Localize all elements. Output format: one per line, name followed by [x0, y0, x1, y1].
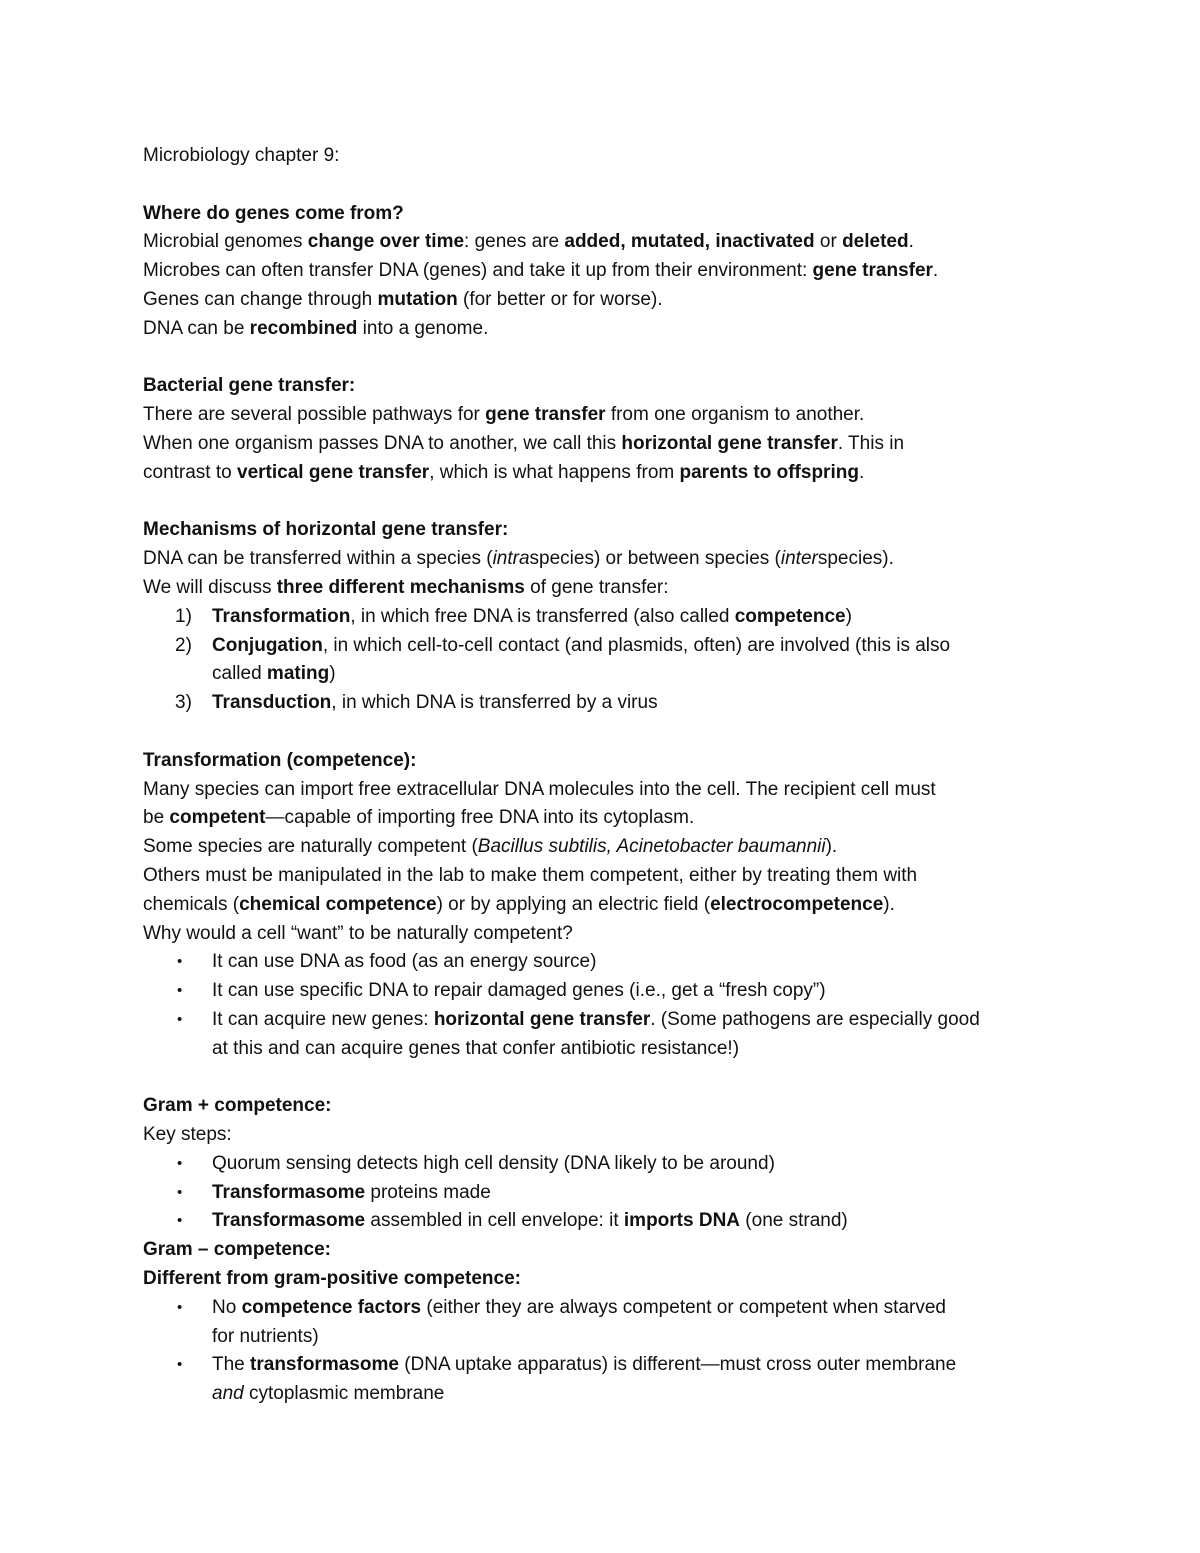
bullet-icon: •: [177, 1298, 183, 1316]
paragraph: contrast to vertical gene transfer, which is what happens from parents to offspring.: [143, 461, 865, 483]
paragraph: Microbial genomes change over time: genes are added, mutated, inactivated or deleted.: [143, 231, 914, 253]
gram-negative-list: [143, 1294, 1080, 1409]
paragraph: Genes can change through mutation (for better or for worse).: [143, 288, 663, 310]
list-item: • Transformasome assembled in cell envelope: it imports DNA (one strand): [143, 1207, 1080, 1236]
paragraph: chemicals (chemical competence) or by applying an electric field (electrocompetence).: [143, 893, 895, 915]
list-item: • No competence factors (either they are always competent or competent when starved for nutrients): [143, 1294, 1080, 1352]
list-item: • The transformasome (DNA uptake apparatus) is different—must cross outer membrane and cytoplasmic membrane: [143, 1351, 1080, 1409]
paragraph: Why would a cell “want” to be naturally competent?: [143, 922, 573, 944]
paragraph: Many species can import free extracellular DNA molecules into the cell. The recipient cell must: [143, 778, 936, 800]
section-heading: Transformation (competence):: [143, 749, 417, 771]
list-item: • It can use DNA as food (as an energy source): [143, 948, 1080, 977]
bullet-icon: •: [177, 1212, 183, 1230]
bullet-icon: •: [177, 982, 183, 1000]
paragraph: There are several possible pathways for gene transfer from one organism to another.: [143, 404, 865, 426]
section-heading: Mechanisms of horizontal gene transfer:: [143, 519, 509, 541]
list-item: 2) Conjugation, in which cell-to-cell contact (and plasmids, often) are involved (this is also called mating): [175, 634, 951, 685]
bullet-icon: •: [177, 1010, 183, 1028]
paragraph: DNA can be transferred within a species (intraspecies) or between species (interspecies).: [143, 548, 894, 570]
bullet-icon: •: [177, 1183, 183, 1201]
section-heading: Gram + competence:: [143, 1095, 332, 1117]
list-item: • Quorum sensing detects high cell density (DNA likely to be around): [143, 1150, 1080, 1179]
bullet-icon: •: [177, 1356, 183, 1374]
gram-positive-steps-list: [143, 1150, 1080, 1236]
list-item: 1) Transformation, in which free DNA is transferred (also called competence): [175, 605, 852, 627]
section-heading: Different from gram-positive competence:: [143, 1268, 521, 1290]
paragraph: DNA can be recombined into a genome.: [143, 317, 489, 339]
bullet-icon: •: [177, 953, 183, 971]
list-item: 3) Transduction, in which DNA is transferred by a virus: [175, 692, 658, 714]
list-item: • It can use specific DNA to repair damaged genes (i.e., get a “fresh copy”): [143, 977, 1080, 1006]
mechanisms-list: [143, 603, 1080, 718]
paragraph: We will discuss three different mechanisms of gene transfer:: [143, 576, 669, 598]
section-heading: Gram – competence:: [143, 1239, 331, 1261]
list-item: • Transformasome proteins made: [143, 1179, 1080, 1208]
paragraph: Microbes can often transfer DNA (genes) and take it up from their environment: gene transfer.: [143, 260, 939, 282]
competence-reasons-list: [143, 948, 1080, 1063]
list-item: • It can acquire new genes: horizontal gene transfer. (Some pathogens are especially good at this and can acquire genes that confer antibiotic resistance!): [143, 1006, 1080, 1064]
paragraph: be competent—capable of importing free DNA into its cytoplasm.: [143, 807, 695, 829]
paragraph: Some species are naturally competent (Bacillus subtilis, Acinetobacter baumannii).: [143, 836, 838, 858]
paragraph: When one organism passes DNA to another, we call this horizontal gene transfer. This in: [143, 432, 905, 454]
bullet-icon: •: [177, 1154, 183, 1172]
paragraph: Others must be manipulated in the lab to make them competent, either by treating them with: [143, 864, 918, 886]
section-heading: Where do genes come from?: [143, 202, 404, 224]
paragraph: Key steps:: [143, 1124, 232, 1146]
section-heading: Bacterial gene transfer:: [143, 375, 356, 397]
document-title: Microbiology chapter 9:: [143, 145, 340, 166]
